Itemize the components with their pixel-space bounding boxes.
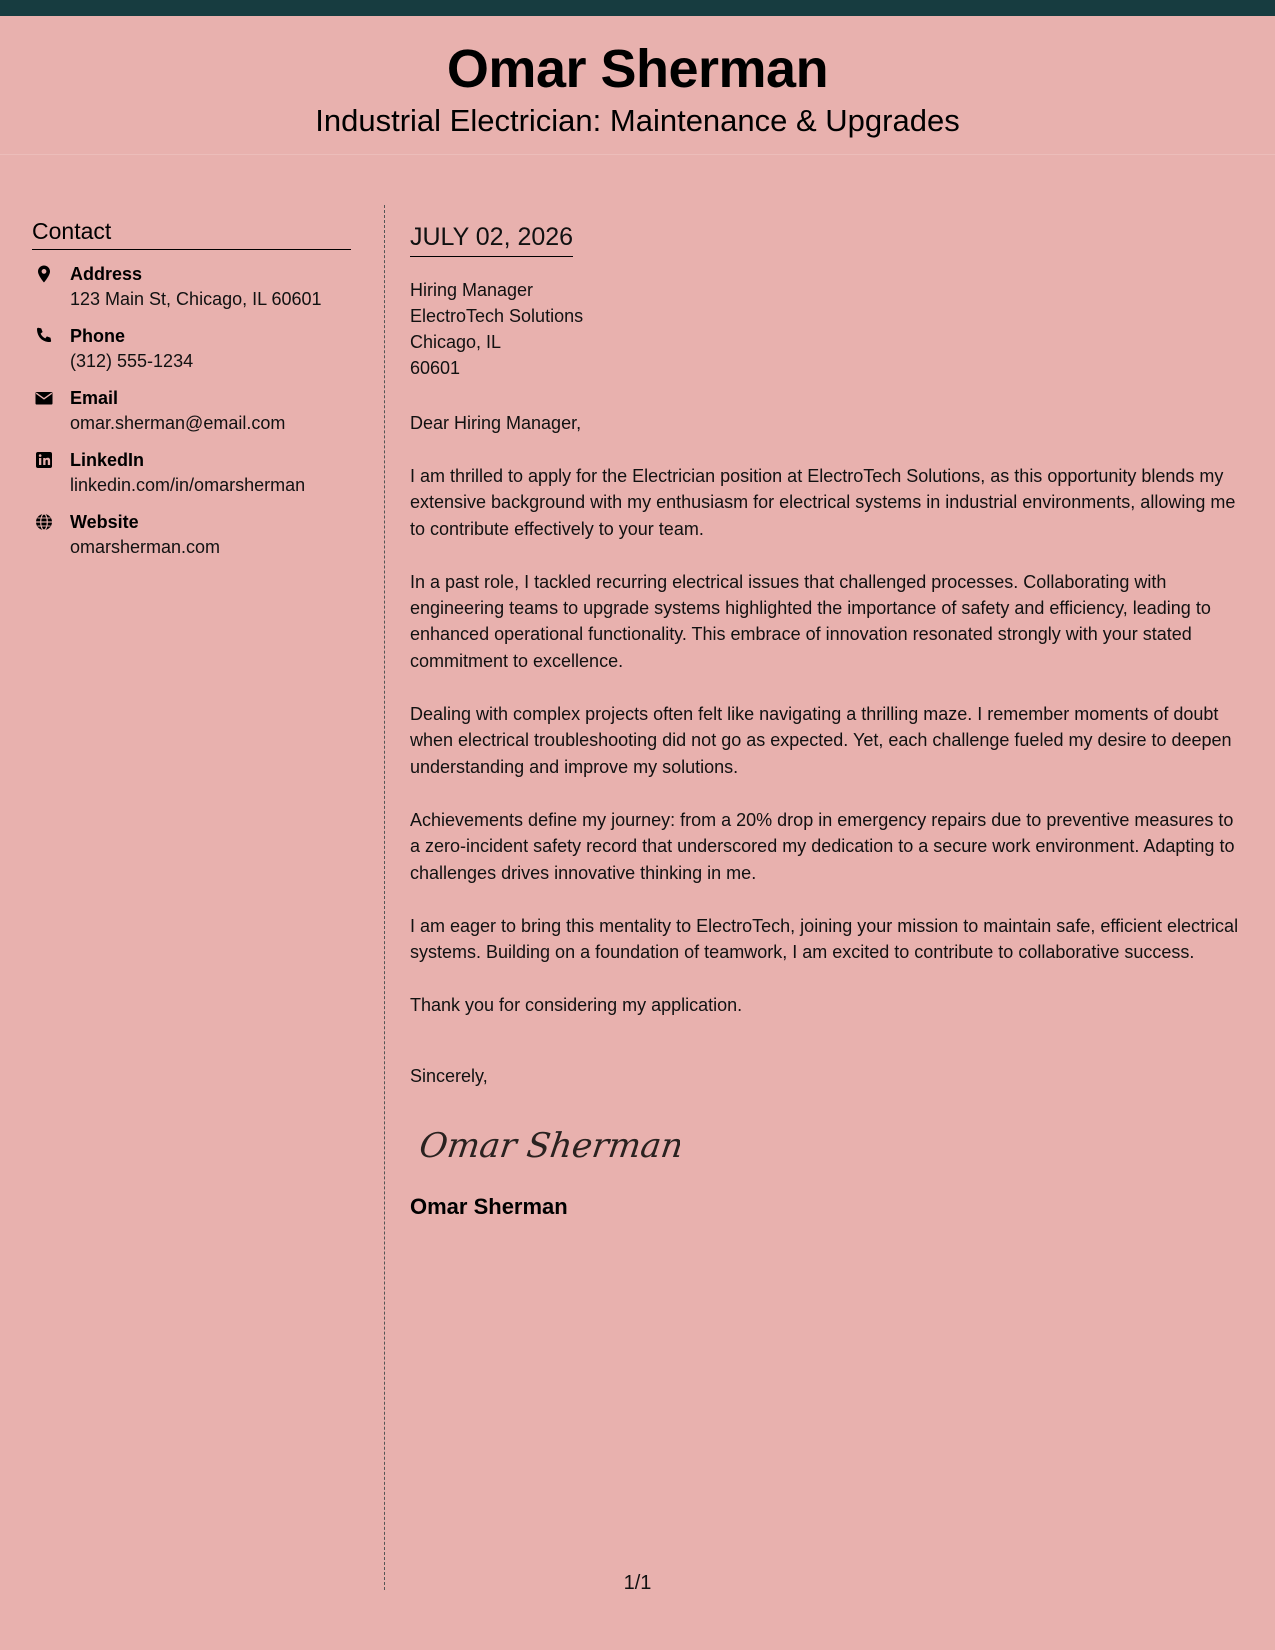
contact-linkedin	[32, 448, 351, 498]
body-paragraph: In a past role, I tackled recurring electrical issues that challenged processes. Collaborating with engineering teams to upgrade systems highlighted the importance of safety and efficiency, leading to enhanced operational functionality. This embrace of innovation resonated strongly with your stated commitment to excellence.	[410, 571, 1211, 671]
signature-text: Omar Sherman	[420, 1125, 680, 1166]
top-bar	[0, 0, 1275, 16]
body-paragraph: Thank you for considering my application.	[410, 995, 743, 1016]
page-number: 1/1	[623, 1572, 652, 1594]
body-paragraph: I am thrilled to apply for the Electrician position at ElectroTech Solutions, as this opportunity blends my extensive background with my enthusiasm for electrical systems in industrial environments, allowing me to contribute effectively to your team.	[410, 466, 1236, 539]
contact-value: omar.sherman@email.com	[70, 412, 286, 433]
letter-body	[410, 222, 1242, 1220]
contact-address	[32, 262, 351, 312]
map-pin-icon	[34, 264, 54, 284]
recipient-line: Hiring Manager	[410, 280, 534, 300]
contact-label: Phone	[70, 325, 126, 346]
contact-sidebar	[32, 218, 351, 560]
body-paragraph: Achievements define my journey: from a 20% drop in emergency repairs due to preventive measures to a zero-incident safety record that underscored my dedication to a secure work environment. Adapting to challenges drives innovative thinking in me.	[410, 809, 1235, 883]
contact-value: omarsherman.com	[70, 536, 221, 557]
header	[0, 16, 1275, 155]
recipient-line: 60601	[410, 358, 461, 378]
contact-phone	[32, 324, 351, 374]
contact-label: Website	[70, 511, 139, 532]
contact-label: Address	[70, 263, 143, 284]
globe-icon	[34, 512, 54, 532]
body-paragraph: I am eager to bring this mentality to ElectroTech, joining your mission to maintain safe, efficient electrical systems. Building on a foundation of teamwork, I am excited to contribute to collaborative success.	[410, 915, 1239, 963]
contact-email	[32, 386, 351, 436]
recipient-line: Chicago, IL	[410, 332, 502, 352]
contact-value: linkedin.com/in/omarsherman	[70, 474, 306, 495]
signed-name: Omar Sherman	[410, 1193, 568, 1219]
recipient-line: ElectroTech Solutions	[410, 306, 584, 326]
column-divider	[384, 205, 385, 1590]
linkedin-icon	[34, 450, 54, 470]
letter-date: JULY 02, 2026	[410, 222, 573, 257]
contact-label: Email	[70, 387, 119, 408]
phone-icon	[34, 326, 54, 346]
body-paragraph: Dealing with complex projects often felt like navigating a thrilling maze. I remember moments of doubt when electrical troubleshooting did not go as expected. Yet, each challenge fueled my desire to deepen understanding and improve my solutions.	[410, 704, 1232, 777]
contact-value: 123 Main St, Chicago, IL 60601	[70, 288, 322, 309]
closing: Sincerely,	[410, 1065, 488, 1086]
contact-heading: Contact	[32, 218, 351, 250]
job-title: Industrial Electrician: Maintenance & Upgrades	[315, 103, 960, 138]
contact-website	[32, 510, 351, 560]
signature-image	[420, 1115, 680, 1175]
recipient-block	[410, 277, 1242, 381]
greeting: Dear Hiring Manager,	[410, 413, 582, 433]
contact-value: (312) 555-1234	[70, 350, 194, 371]
contact-label: LinkedIn	[70, 449, 145, 470]
envelope-icon	[34, 388, 54, 408]
applicant-name: Omar Sherman	[446, 39, 829, 99]
